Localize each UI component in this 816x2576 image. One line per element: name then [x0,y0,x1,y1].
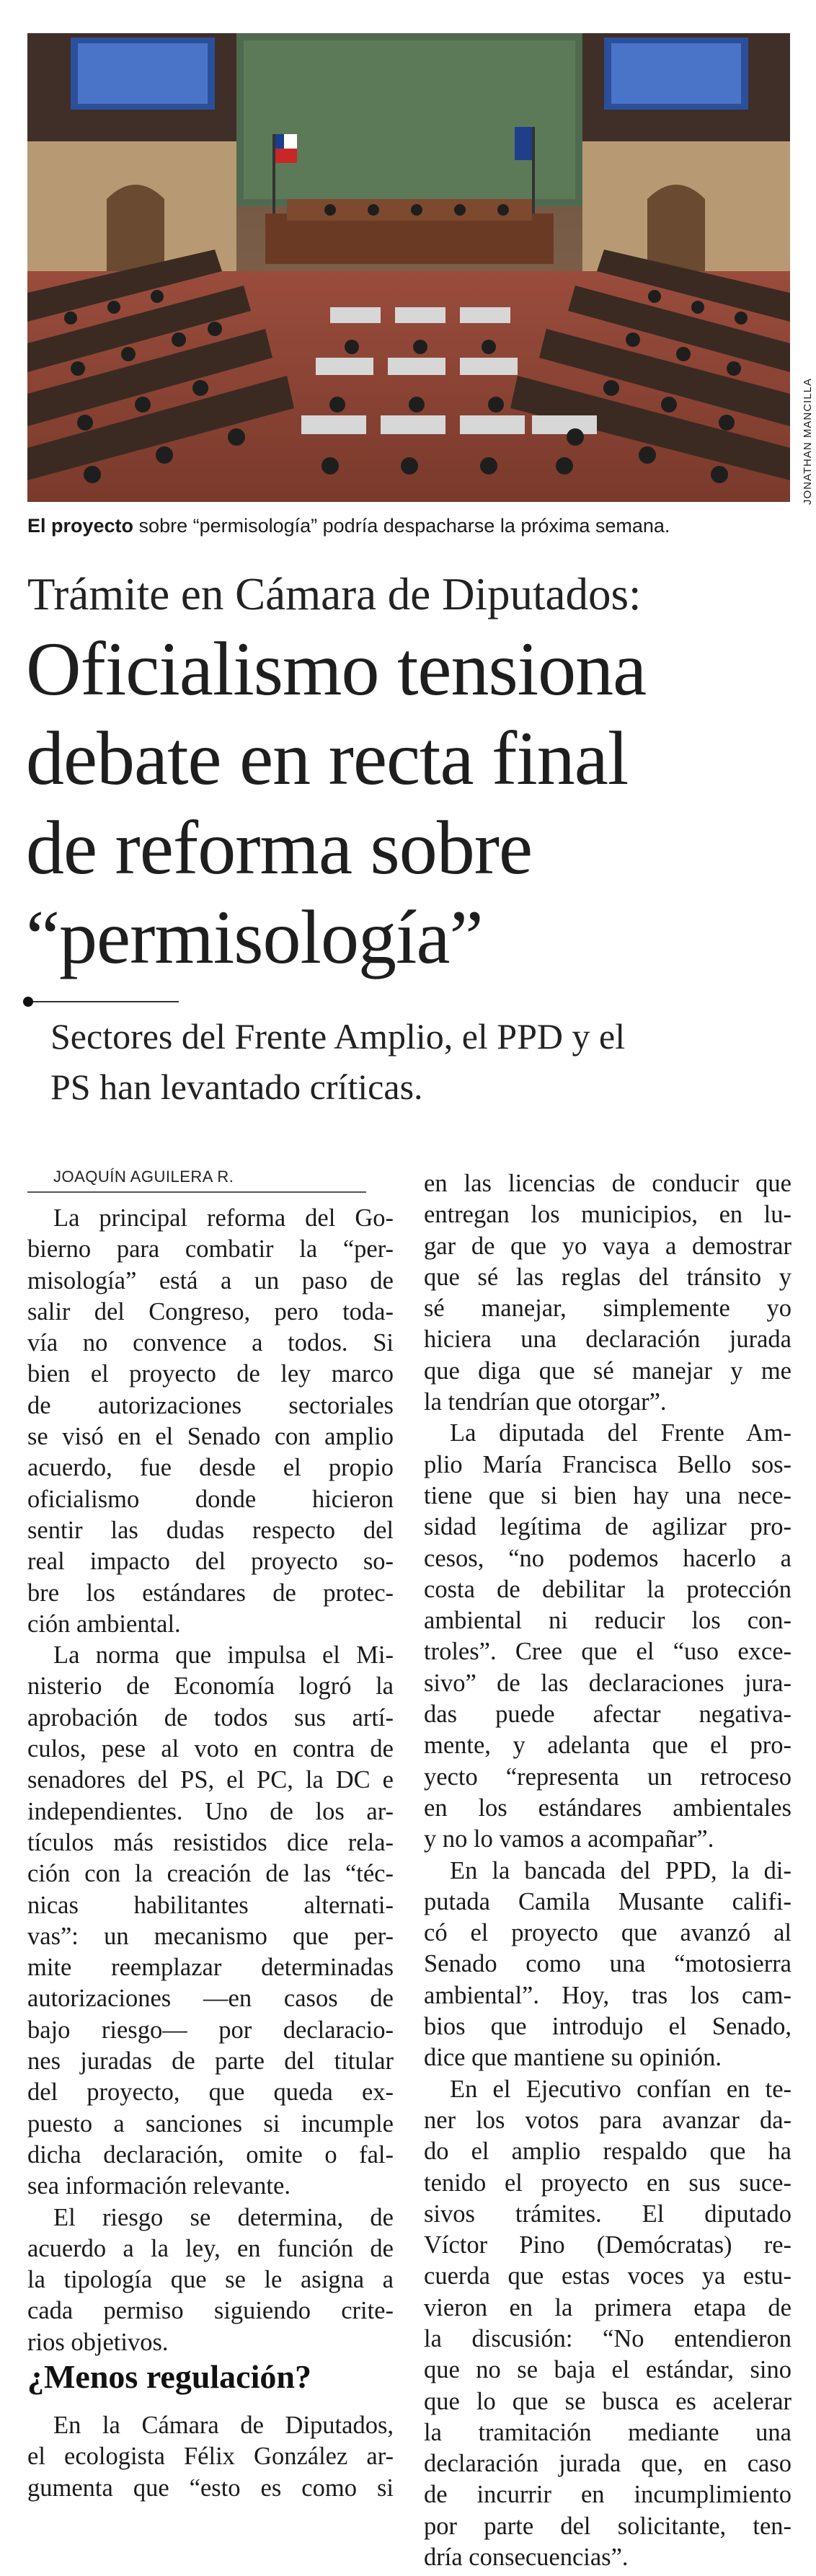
text-line: ción ambiental. [27,1610,181,1638]
text-line: putada Camila Musante califi- [424,1887,791,1915]
text-line: sé manejar, simplemente yo [424,1294,791,1323]
text-line: nes juradas de parte del titular [27,2047,394,2076]
article-column-2 [424,1168,791,2573]
text-line: sentir las dudas respecto del [27,1516,394,1544]
text-line: que sé las reglas del tránsito y [424,1263,791,1291]
text-line: das puede afectar negativa- [424,1701,791,1729]
text-line: del proyecto, que queda ex- [27,2078,394,2107]
headline-line: debate en recta final [26,716,629,800]
text-line: senadores del PS, el PC, la DC e [27,1766,394,1794]
text-line: mite reemplazar determinadas [27,1954,394,1982]
text-line: hiciera una declaración jurada [424,1326,791,1354]
text-line: se visó en el Senado con amplio [27,1423,394,1451]
photo-caption [27,513,799,538]
text-line: acuerdo a la ley, en función de [27,2234,394,2262]
text-line: yecto “representa un retroceso [424,1763,791,1791]
article-column-1-continued [27,2410,394,2504]
subhead: ¿Menos regulación? [27,2358,311,2395]
divider-rule [27,1001,179,1002]
text-line: costa de debilitar la protección [424,1575,791,1603]
text-line: culos, pese al voto en contra de [27,1735,394,1763]
text-line: La principal reforma del Go- [53,1204,394,1232]
text-line: La norma que impulsa el Mi- [53,1641,394,1669]
headline [26,625,804,982]
text-line: tenido el proyecto en sus suce- [424,2169,791,2197]
text-line: bre los estándares de protec- [27,1579,394,1607]
text-line: El riesgo se determina, de [53,2203,394,2231]
text-line: ner los votos para avanzar da- [424,2106,791,2134]
text-line: puesto a sanciones si incumple [27,2109,394,2138]
text-line: do el amplio respaldo que ha [424,2138,791,2166]
text-line: plio María Francisca Bello sos- [424,1450,791,1478]
text-line: que lo que se busca es acelerar [424,2387,791,2415]
text-line: cesos, “no podemos hacerlo a [424,1544,791,1572]
text-line: por parte del solicitante, ten- [424,2512,791,2540]
text-line: bierno para combatir la “per- [27,1235,394,1263]
divider-bullet-icon [23,997,33,1007]
text-line: En el Ejecutivo confían en te- [450,2075,791,2103]
text-line: dice que mantiene su opinión. [424,2044,722,2072]
text-line: la discusión: “No entendieron [424,2324,791,2352]
text-line: de autorizaciones sectoriales [27,1391,394,1419]
deck [50,1011,793,1112]
text-line: nicas habilitantes alternati- [27,1891,394,1919]
text-line: La diputada del Frente Am- [450,1419,791,1447]
text-line: bien el proyecto de ley marco [27,1360,394,1388]
text-line: misología” está a un paso de [27,1266,394,1294]
text-line: salir del Congreso, pero toda- [27,1297,394,1326]
text-line: vía no convence a todos. Si [27,1329,394,1357]
text-line: ambiental”. Hoy, tras los cam- [424,1981,791,2009]
deck-line: PS han levantado críticas. [50,1067,423,1107]
text-line: independientes. Uno de los ar- [27,1797,394,1825]
text-line: en las licencias de conducir que [424,1170,791,1197]
text-line: la tipología que se le asigna a [27,2266,394,2294]
text-line: sidad legítima de agilizar pro- [424,1513,791,1541]
photo-credit: JONATHAN MANCILLA [802,378,814,505]
parliament-chamber-image [27,33,790,502]
text-line: Víctor Pino (Demócratas) re- [424,2231,791,2259]
text-line: rios objetivos. [27,2328,169,2356]
byline: JOAQUÍN AGUILERA R. [53,1168,234,1186]
text-line: y no lo vamos a acompañar”. [424,1825,714,1853]
chamber-photo [27,33,790,502]
text-line: real impacto del proyecto so- [27,1548,394,1576]
text-line: acuerdo, fue desde el propio [27,1454,394,1482]
text-line: sivos trámites. El diputado [424,2200,791,2228]
caption-bold: El proyecto [27,515,134,537]
text-line: que diga que sé manejar y me [424,1357,791,1385]
text-line: Senado como una “motosierra [424,1950,791,1978]
text-line: sea información relevante. [27,2172,291,2200]
text-line: el ecologista Félix González ar- [27,2443,394,2471]
text-line: mente, y adelanta que el pro- [424,1732,791,1760]
text-line: troles”. Cree que el “uso exce- [424,1638,791,1666]
text-line: sivo” de las declaraciones jura- [424,1669,791,1697]
text-line: la tramitación mediante una [424,2418,791,2446]
byline-rule [27,1191,366,1193]
text-line: la tendrían que otorgar”. [424,1388,667,1416]
article-column-1 [27,1203,394,2358]
text-line: ambiental ni reducir los con- [424,1607,791,1635]
text-line: vas”: un mecanismo que per- [27,1922,394,1950]
text-line: có el proyecto que avanzó al [424,1919,791,1947]
text-line: cuerda que estas voces ya estu- [424,2262,791,2290]
text-line: autorizaciones —en casos de [27,1985,394,2013]
text-line: cada permiso siguiendo crite- [27,2297,394,2325]
text-line: dicha declaración, omite o fal- [27,2140,394,2169]
text-line: bios que introdujo el Senado, [424,2013,791,2041]
text-line: bajo riesgo— por declaracio- [27,2016,394,2044]
headline-line: de reforma sobre [26,806,533,890]
text-line: En la Cámara de Diputados, [53,2412,394,2439]
headline-line: “permisología” [26,895,483,979]
text-line: vieron en la primera etapa de [424,2293,791,2321]
text-line: gumenta que “esto es como si [27,2474,394,2502]
text-line: de incurrir en incumplimiento [424,2481,791,2509]
caption-text: sobre “permisología” podría despacharse la próxima semana. [133,515,670,537]
text-line: entregan los municipios, en lu- [424,1201,791,1229]
kicker: Trámite en Cámara de Diputados: [27,569,642,619]
text-line: declaración jurada que, en caso [424,2450,791,2478]
headline-line: Oficialismo tensiona [26,627,647,711]
text-line: tículos más resistidos dice rela- [27,1828,394,1856]
text-line: ción con la creación de las “téc- [27,1860,394,1888]
text-line: aprobación de todos sus artí- [27,1703,394,1732]
text-line: que no se baja el estándar, sino [424,2356,791,2384]
text-line: nisterio de Economía logró la [27,1672,394,1701]
text-line: oficialismo donde hicieron [27,1485,394,1513]
text-line: dría consecuencias”. [424,2544,629,2572]
text-line: tiene que si bien hay una nece- [424,1481,791,1509]
deck-line: Sectores del Frente Amplio, el PPD y el [50,1016,626,1057]
text-line: gar de que yo vaya a demostrar [424,1232,791,1260]
text-line: en los estándares ambientales [424,1794,791,1822]
text-line: En la bancada del PPD, la di- [450,1856,791,1884]
